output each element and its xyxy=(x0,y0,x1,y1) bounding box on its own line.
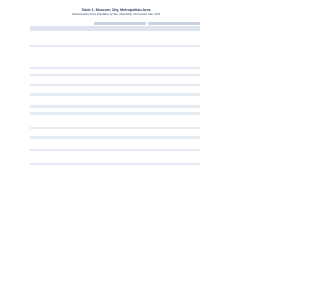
row-label: Total xyxy=(30,33,34,34)
table-title: Table 1. Moscow, City, Metropolitan Area xyxy=(81,8,151,12)
table-row xyxy=(30,254,200,256)
data-table xyxy=(30,22,200,257)
column-group-right xyxy=(148,22,200,25)
column-heads-row xyxy=(30,26,200,31)
column-group-left xyxy=(94,22,146,25)
column-header xyxy=(30,22,200,33)
table-body xyxy=(30,33,200,257)
table-subtitle: Characteristics of the Population by Sex, Citizenship, and Census Year, 2010 xyxy=(71,13,161,16)
